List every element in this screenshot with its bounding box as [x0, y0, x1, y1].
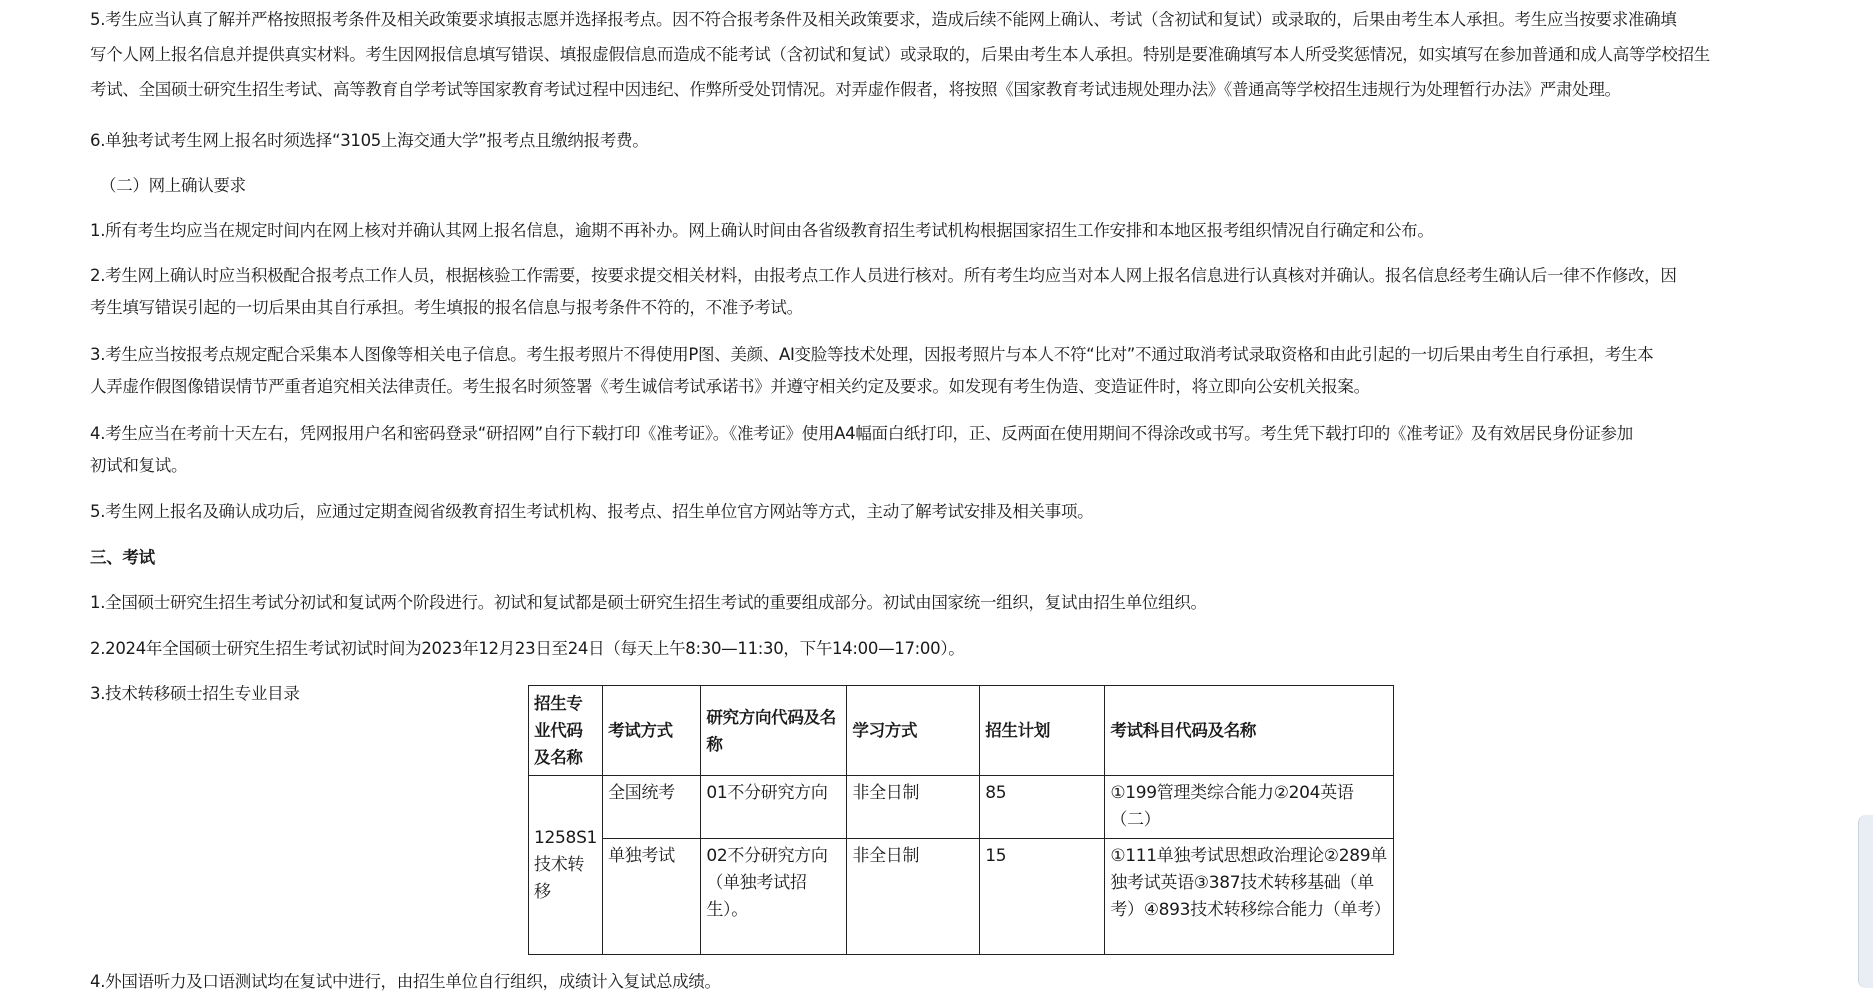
table-header-row	[529, 686, 1394, 776]
header-major: 招生专业代码及名称	[529, 686, 603, 776]
paragraph-6: 6.单独考试考生网上报名时须选择“3105上海交通大学”报考点且缴纳报考费。	[90, 131, 649, 150]
exam-item-3: 3.技术转移硕士招生专业目录	[90, 684, 300, 703]
cell-exam-mode: 单独考试	[603, 839, 701, 955]
paragraph-5-line-1: 5.考生应当认真了解并严格按照报考条件及相关政策要求填报志愿并选择报考点。因不符合报考条件及相关政策要求，造成后续不能网上确认、考试（含初试和复试）或录取的，后果由考生本人承担。考生应当按要求准确填	[90, 10, 1677, 29]
section-exam-title: 三、考试	[90, 548, 155, 567]
exam-item-4: 4.外国语听力及口语测试均在复试中进行，由招生单位自行组织，成绩计入复试总成绩。	[90, 972, 721, 991]
confirm-item-5: 5.考生网上报名及确认成功后，应通过定期查阅省级教育招生考试机构、报考点、招生单位官方网站等方式，主动了解考试安排及相关事项。	[90, 502, 1094, 521]
cell-exam-subjects: ①199管理类综合能力②204英语（二）	[1105, 776, 1394, 839]
cell-exam-mode: 全国统考	[603, 776, 701, 839]
cell-study-mode: 非全日制	[847, 839, 980, 955]
confirm-item-3-line-2: 人弄虚作假图像错误情节严重者追究相关法律责任。考生报名时须签署《考生诚信考试承诺书》并遵守相关约定及要求。如发现有考生伪造、变造证件时，将立即向公安机关报案。	[90, 377, 1370, 396]
confirm-item-2-line-1: 2.考生网上确认时应当积极配合报考点工作人员，根据核验工作需要，按要求提交相关材料，由报考点工作人员进行核对。所有考生均应当对本人网上报名信息进行认真核对并确认。报名信息经考生确认后一律不作修改，因	[90, 266, 1677, 285]
cell-enrollment-plan: 15	[980, 839, 1105, 955]
table-row	[529, 839, 1394, 955]
header-study-mode: 学习方式	[847, 686, 980, 776]
exam-item-1: 1.全国硕士研究生招生考试分初试和复试两个阶段进行。初试和复试都是硕士研究生招生考试的重要组成部分。初试由国家统一组织，复试由招生单位组织。	[90, 593, 1207, 612]
confirm-item-4-line-1: 4.考生应当在考前十天左右，凭网报用户名和密码登录“研招网”自行下载打印《准考证》。《准考证》使用A4幅面白纸打印，正、反两面在使用期间不得涂改或书写。考生凭下载打印的《准考证》及有效居民身份证参加	[90, 424, 1633, 443]
confirm-item-3-line-1: 3.考生应当按报考点规定配合采集本人图像等相关电子信息。考生报考照片不得使用P图、美颜、AI变脸等技术处理，因报考照片与本人不符“比对”不通过取消考试录取资格和由此引起的一切后果由考生自行承担，考生本	[90, 345, 1654, 364]
exam-item-2: 2.2024年全国硕士研究生招生考试初试时间为2023年12月23日至24日（每天上午8:30—11:30，下午14:00—17:00）。	[90, 639, 965, 658]
cell-major: 1258S1技术转移	[529, 776, 603, 955]
paragraph-5-line-3: 考试、全国硕士研究生招生考试、高等教育自学考试等国家教育考试过程中因违纪、作弊所受处罚情况。对弄虚作假者，将按照《国家教育考试违规处理办法》《普通高等学校招生违规行为处理暂行办法》严肃处理。	[90, 80, 1621, 99]
header-exam-subjects: 考试科目代码及名称	[1105, 686, 1394, 776]
table-row	[529, 776, 1394, 839]
paragraph-5-line-2: 写个人网上报名信息并提供真实材料。考生因网报信息填写错误、填报虚假信息而造成不能考试（含初试和复试）或录取的，后果由考生本人承担。特别是要准确填写本人所受奖惩情况，如实填写在参加普通和成人高等学校招生	[90, 45, 1711, 64]
cell-exam-subjects: ①111单独考试思想政治理论②289单独考试英语③387技术转移基础（单考）④893技术转移综合能力（单考）	[1105, 839, 1394, 955]
section-online-confirmation-title: （二）网上确认要求	[100, 176, 246, 195]
side-scroll-handle[interactable]	[1858, 815, 1873, 988]
cell-enrollment-plan: 85	[980, 776, 1105, 839]
header-exam-mode: 考试方式	[603, 686, 701, 776]
confirm-item-2-line-2: 考生填写错误引起的一切后果由其自行承担。考生填报的报名信息与报考条件不符的，不准予考试。	[90, 298, 803, 317]
header-enrollment-plan: 招生计划	[980, 686, 1105, 776]
confirm-item-4-line-2: 初试和复试。	[90, 456, 188, 475]
confirm-item-1: 1.所有考生均应当在规定时间内在网上核对并确认其网上报名信息，逾期不再补办。网上确认时间由各省级教育招生考试机构根据国家招生工作安排和本地区报考组织情况自行确定和公布。	[90, 221, 1434, 240]
program-catalog-table	[528, 685, 1394, 955]
cell-research-direction: 02不分研究方向（单独考试招生）。	[701, 839, 847, 955]
cell-study-mode: 非全日制	[847, 776, 980, 839]
header-research-direction: 研究方向代码及名称	[701, 686, 847, 776]
cell-research-direction: 01不分研究方向	[701, 776, 847, 839]
